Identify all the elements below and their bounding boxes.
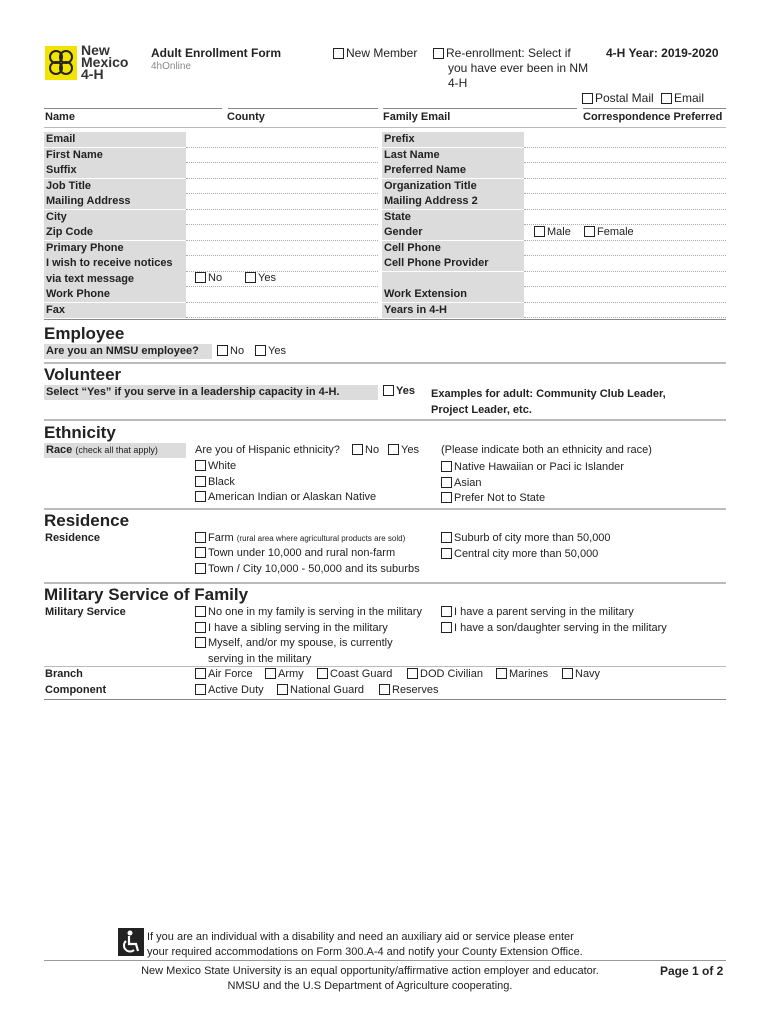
left-field-label: Work Phone (44, 287, 186, 302)
hispanic-no-option[interactable]: No (352, 444, 379, 456)
branch-option[interactable]: Air Force (195, 668, 253, 680)
residence-option[interactable]: Town / City 10,000 - 50,000 and its suburbs (195, 563, 420, 575)
correspondence-label: Correspondence Preferred (583, 111, 723, 123)
gender-male-checkbox[interactable] (534, 226, 545, 237)
residence-option[interactable]: Town under 10,000 and rural non-farm (195, 547, 395, 559)
branch-checkbox[interactable] (496, 668, 507, 679)
branch-option[interactable]: Army (265, 668, 304, 680)
volunteer-heading: Volunteer (44, 365, 122, 384)
year-label: 4-H Year: 2019-2020 (606, 46, 719, 60)
hispanic-yes-checkbox[interactable] (388, 444, 399, 455)
military-left-option[interactable]: No one in my family is serving in the military (195, 606, 422, 618)
gender-male-option[interactable]: Male (534, 226, 571, 238)
logo (45, 42, 135, 82)
branch-checkbox[interactable] (195, 668, 206, 679)
source-label: 4hOnline (151, 61, 192, 72)
military-option-cont: serving in the military (208, 653, 312, 665)
reenroll-option[interactable]: Re-enrollment: Select if you have ever been in NM 4-H (433, 46, 588, 91)
employee-no-checkbox[interactable] (217, 345, 228, 356)
race-right-checkbox[interactable] (441, 477, 452, 488)
military-service-label: Military Service (45, 606, 126, 618)
left-field-label: Mailing Address (44, 194, 186, 209)
accessibility-note: If you are an individual with a disability and need an auxiliary aid or service please enter your required accommodations on Form 300.A-4 and notify your County Extension Office. (147, 931, 583, 958)
right-field-label (382, 272, 524, 287)
left-field-label: Fax (44, 303, 186, 318)
text-yes-checkbox[interactable] (245, 272, 256, 283)
right-field-label: Last Name (382, 148, 524, 163)
component-option[interactable]: Active Duty (195, 684, 264, 696)
residence-checkbox[interactable] (195, 563, 206, 574)
residence-alt-checkbox[interactable] (441, 532, 452, 543)
component-option[interactable]: National Guard (277, 684, 364, 696)
race-left-checkbox[interactable] (195, 491, 206, 502)
branch-checkbox[interactable] (407, 668, 418, 679)
military-left-option[interactable]: Myself, and/or my spouse, is currently (195, 637, 393, 649)
branch-checkbox[interactable] (562, 668, 573, 679)
left-field-label: Zip Code (44, 225, 186, 240)
component-checkbox[interactable] (195, 684, 206, 695)
left-field-label: Email (44, 132, 186, 147)
ethnicity-heading: Ethnicity (44, 423, 116, 442)
right-field-label: Cell Phone Provider (382, 256, 524, 271)
volunteer-yes-checkbox[interactable] (383, 385, 394, 396)
left-field-label: Suffix (44, 163, 186, 178)
race-left-checkbox[interactable] (195, 460, 206, 471)
volunteer-examples: Examples for adult: Community Club Leader, Project Leader, etc. (431, 388, 666, 416)
right-field-label: Organization Title (382, 179, 524, 194)
race-left-checkbox[interactable] (195, 476, 206, 487)
left-field-label: I wish to receive notices (44, 256, 186, 272)
eo-statement: New Mexico State University is an equal opportunity/affirmative action employer and educator. NMSU and the U.S Department of Agriculture cooperating. (141, 965, 599, 992)
right-field-label: Years in 4-H (382, 303, 524, 318)
right-field-label: Mailing Address 2 (382, 194, 524, 209)
residence-alt-option[interactable]: Central city more than 50,000 (441, 548, 598, 560)
military-left-option[interactable]: I have a sibling serving in the military (195, 622, 388, 634)
military-right-option[interactable]: I have a son/daughter serving in the military (441, 622, 667, 634)
residence-checkbox[interactable] (195, 547, 206, 558)
military-right-option[interactable]: I have a parent serving in the military (441, 606, 634, 618)
email-option[interactable]: Email (661, 91, 704, 105)
hispanic-question: Are you of Hispanic ethnicity? (195, 444, 340, 456)
residence-alt-option[interactable]: Suburb of city more than 50,000 (441, 532, 611, 544)
logo-text-3: 4-H (81, 66, 104, 82)
branch-label: Branch (45, 668, 83, 680)
military-right-checkbox[interactable] (441, 622, 452, 633)
race-left-option[interactable]: Black (195, 476, 235, 488)
branch-option[interactable]: Marines (496, 668, 548, 680)
right-field-label: Gender (382, 225, 524, 240)
text-yes-option[interactable]: Yes (245, 272, 276, 284)
branch-option[interactable]: Coast Guard (317, 668, 392, 680)
right-field-label: State (382, 210, 524, 225)
military-right-checkbox[interactable] (441, 606, 452, 617)
accessibility-icon (118, 928, 144, 956)
race-left-option[interactable]: American Indian or Alaskan Native (195, 491, 376, 503)
gender-female-option[interactable]: Female (584, 226, 634, 238)
logo-text-2: Mexico (81, 54, 129, 70)
reenroll-checkbox[interactable] (433, 48, 444, 59)
employee-yes-checkbox[interactable] (255, 345, 266, 356)
residence-heading: Residence (44, 511, 130, 530)
employee-no-option[interactable]: No (217, 345, 244, 357)
left-field-label: Job Title (44, 179, 186, 194)
new-member-option[interactable]: New Member (333, 46, 417, 60)
ethnicity-note: (Please indicate both an ethnicity and race) (441, 444, 652, 456)
postal-mail-option[interactable]: Postal Mail (582, 91, 654, 105)
volunteer-question: Select “Yes” if you serve in a leadership capacity in 4-H. (44, 385, 378, 400)
right-field-label: Prefix (382, 132, 524, 147)
email-checkbox[interactable] (661, 93, 672, 104)
military-left-checkbox[interactable] (195, 622, 206, 633)
residence-label: Residence (45, 532, 101, 544)
left-field-label: via text message (44, 272, 186, 287)
branch-option[interactable]: Navy (562, 668, 600, 680)
residence-farm-option[interactable]: Farm (rural area where agricultural products are sold) (195, 532, 405, 544)
component-checkbox[interactable] (277, 684, 288, 695)
page-number: Page 1 of 2 (660, 964, 724, 978)
branch-checkbox[interactable] (265, 668, 276, 679)
gender-female-checkbox[interactable] (584, 226, 595, 237)
left-field-label: Primary Phone (44, 241, 186, 256)
race-label: Race (check all that apply) (44, 443, 186, 458)
employee-question: Are you an NMSU employee? (44, 344, 212, 359)
employee-heading: Employee (44, 324, 125, 343)
hispanic-no-checkbox[interactable] (352, 444, 363, 455)
military-heading: Military Service of Family (44, 585, 249, 604)
branch-checkbox[interactable] (317, 668, 328, 679)
race-right-checkbox[interactable] (441, 492, 452, 503)
race-right-checkbox[interactable] (441, 461, 452, 472)
volunteer-yes-option[interactable]: Yes (383, 385, 415, 397)
residence-alt-checkbox[interactable] (441, 548, 452, 559)
form-title: Adult Enrollment Form (151, 46, 281, 60)
right-field-label: Cell Phone (382, 241, 524, 256)
right-field-label: Preferred Name (382, 163, 524, 178)
new-member-checkbox[interactable] (333, 48, 344, 59)
component-option[interactable]: Reserves (379, 684, 438, 696)
left-field-label: City (44, 210, 186, 225)
logo-text-1: New (81, 42, 110, 58)
branch-option[interactable]: DOD Civilian (407, 668, 483, 680)
race-right-option[interactable]: Asian (441, 477, 482, 489)
component-checkbox[interactable] (379, 684, 390, 695)
military-left-checkbox[interactable] (195, 637, 206, 648)
race-right-option[interactable]: Native Hawaiian or Paci ic Islander (441, 461, 624, 473)
left-field-label: First Name (44, 148, 186, 163)
employee-yes-option[interactable]: Yes (255, 345, 286, 357)
military-left-checkbox[interactable] (195, 606, 206, 617)
race-left-option[interactable]: White (195, 460, 236, 472)
family-email-field-label: Family Email (383, 111, 451, 123)
postal-mail-checkbox[interactable] (582, 93, 593, 104)
race-right-option[interactable]: Prefer Not to State (441, 492, 545, 504)
text-no-checkbox[interactable] (195, 272, 206, 283)
name-field-label: Name (45, 111, 75, 123)
hispanic-yes-option[interactable]: Yes (388, 444, 419, 456)
text-no-option[interactable]: No (195, 272, 222, 284)
right-field-label: Work Extension (382, 287, 524, 302)
residence-farm-checkbox[interactable] (195, 532, 206, 543)
component-label: Component (45, 684, 107, 696)
clover-logo-icon (45, 46, 77, 80)
county-field-label: County (227, 111, 265, 123)
